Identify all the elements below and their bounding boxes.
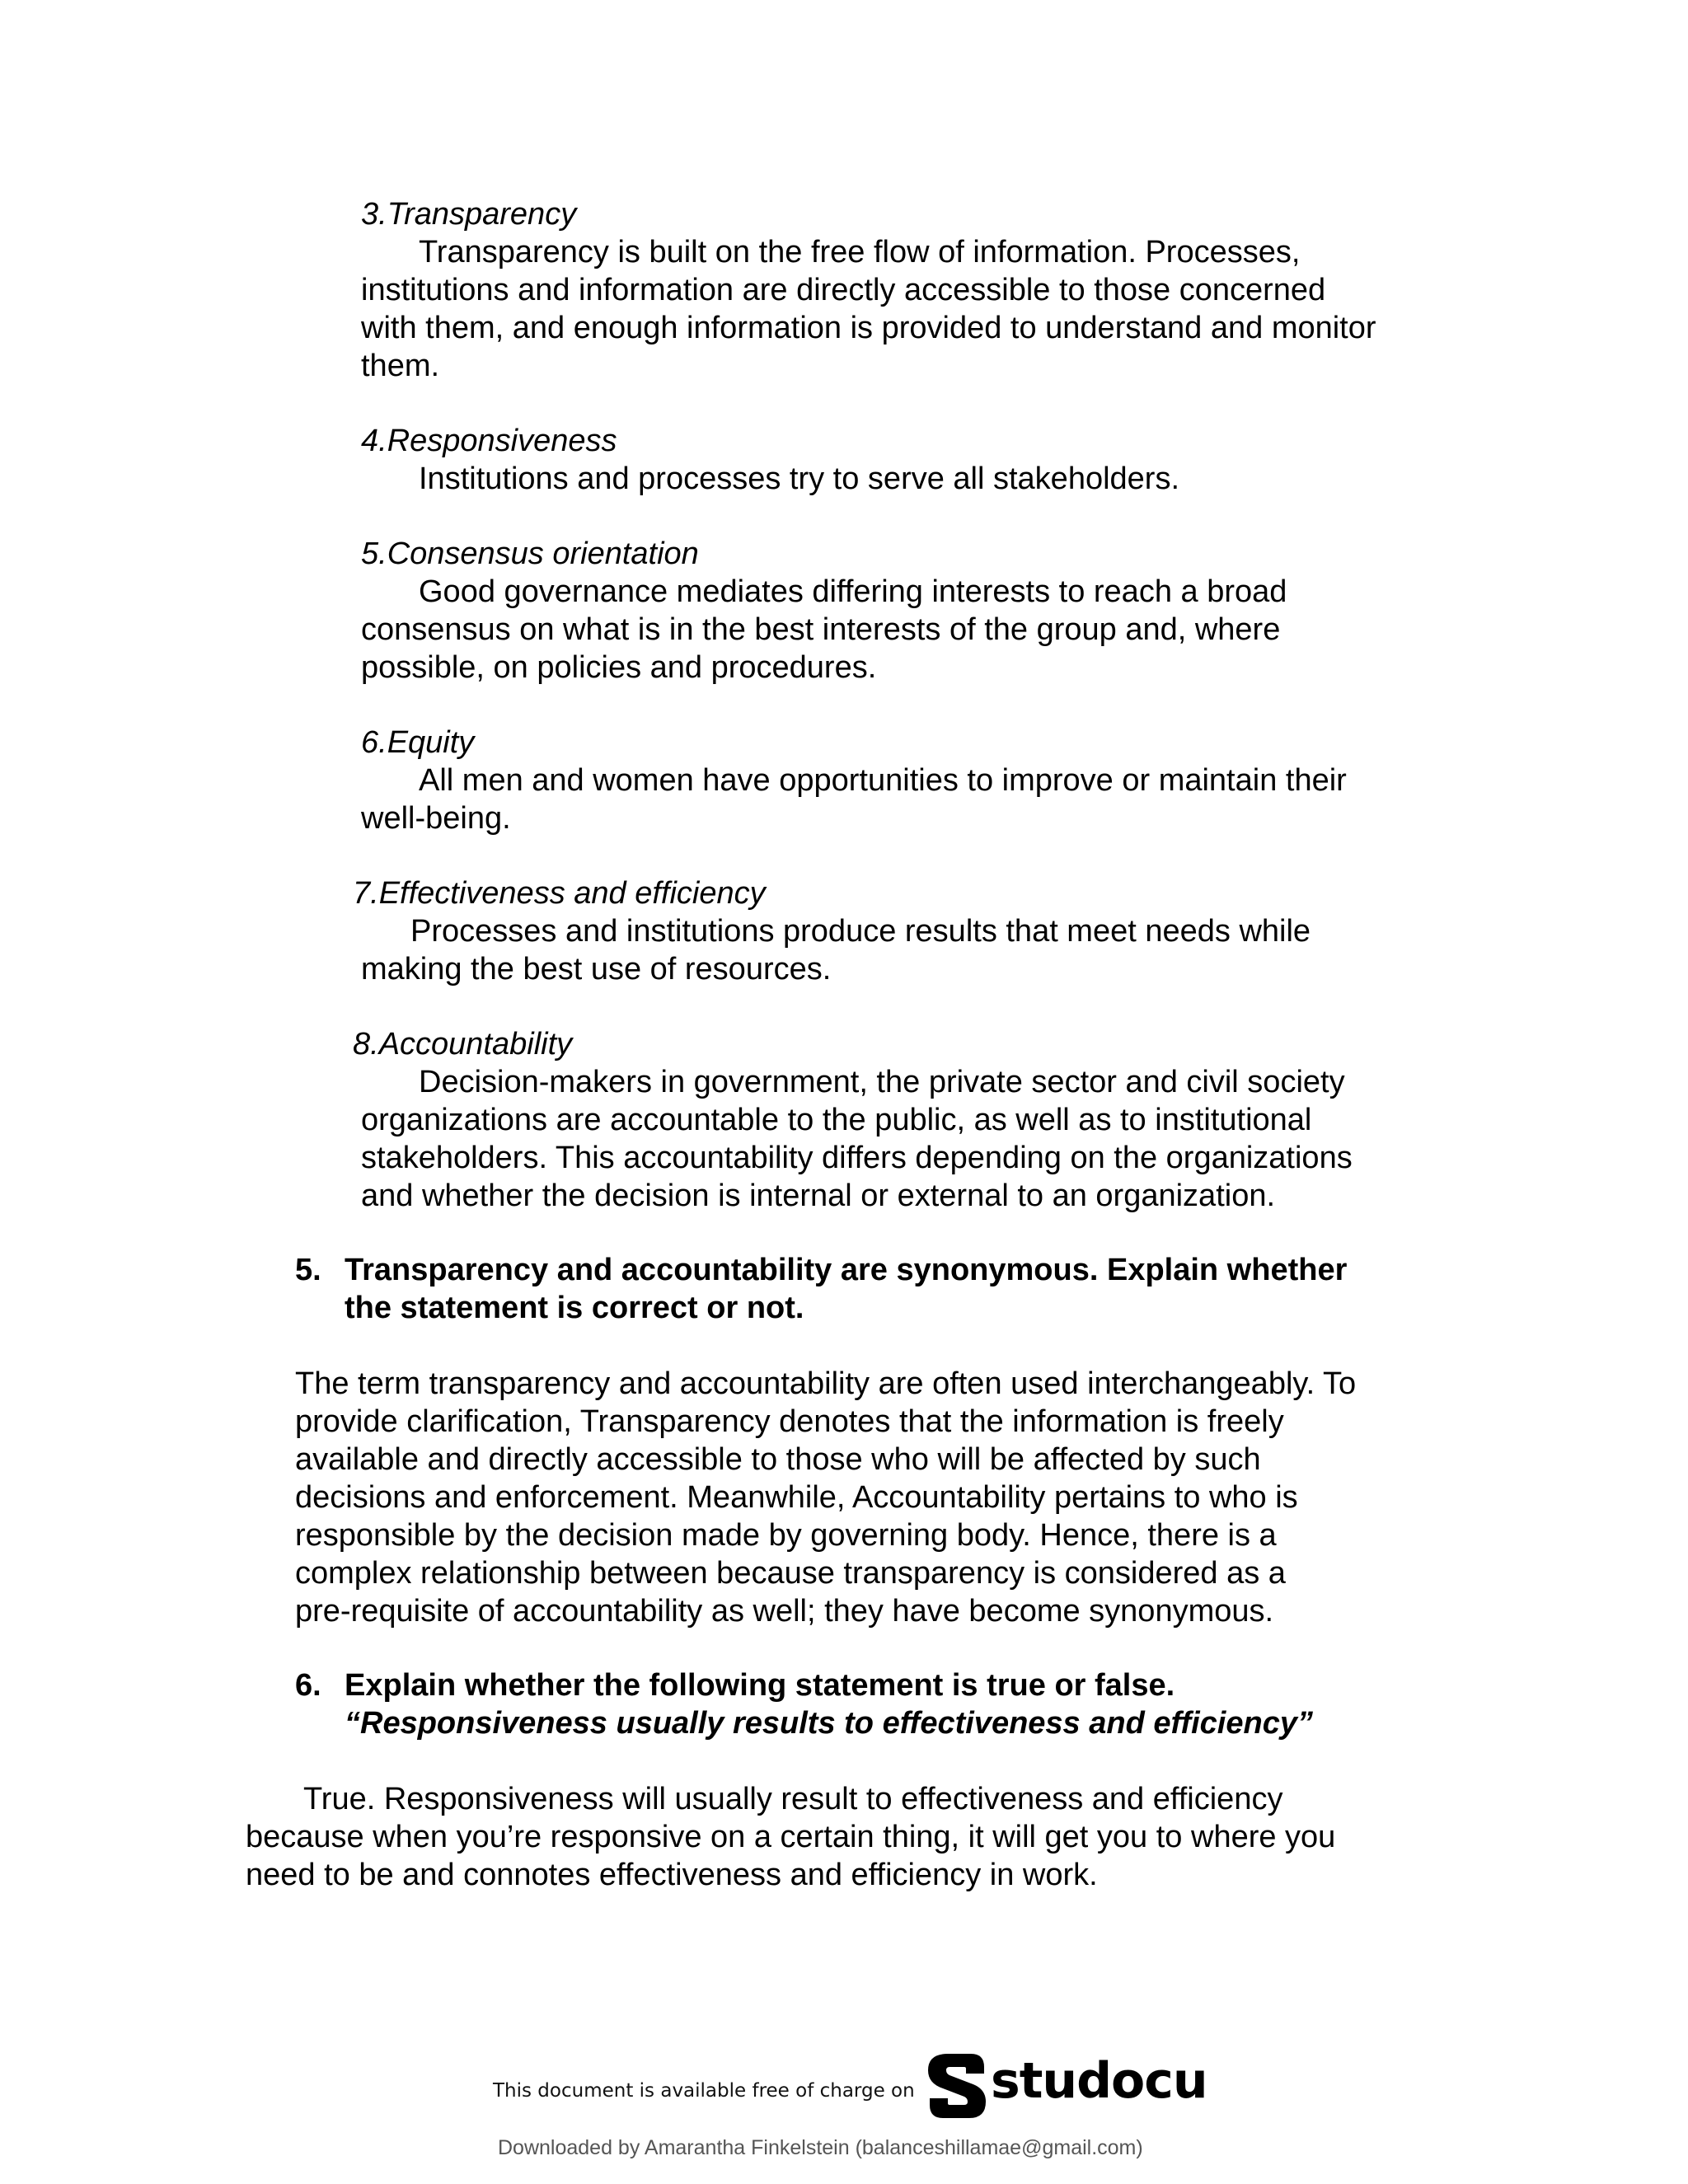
- principle-text-line: Decision-makers in government, the private sector and civil society: [419, 1065, 1345, 1099]
- answer-text-line: True. Responsiveness will usually result to effectiveness and efficiency: [303, 1782, 1283, 1816]
- answer-text-line: decisions and enforcement. Meanwhile, Accountability pertains to who is: [295, 1480, 1298, 1515]
- principle-text-line: consensus on what is in the best interests of the group and, where: [361, 612, 1281, 647]
- answer-text-line: responsible by the decision made by governing body. Hence, there is a: [295, 1518, 1277, 1553]
- principle-text-line: well-being.: [361, 801, 511, 836]
- principle-accountability: [353, 1025, 1353, 1215]
- principle-equity: [361, 724, 1347, 837]
- principle-responsiveness: [361, 422, 1179, 498]
- studocu-logo[interactable]: [923, 2050, 1207, 2125]
- principle-text-line: possible, on policies and procedures.: [361, 650, 877, 685]
- principle-transparency: [361, 195, 1376, 385]
- principle-text-line: making the best use of resources.: [361, 952, 832, 987]
- studocu-logo-icon: [923, 2050, 989, 2121]
- principle-text-line: Institutions and processes try to serve all stakeholders.: [419, 462, 1180, 496]
- answer-6: [246, 1780, 1335, 1894]
- question-text-line: Explain whether the following statement is true or false.: [345, 1668, 1175, 1703]
- principle-title: 4.Responsiveness: [361, 424, 617, 458]
- principle-text-line: with them, and enough information is provided to understand and monitor: [361, 311, 1376, 345]
- question-6: [295, 1666, 1449, 1742]
- question-text-line: the statement is correct or not.: [345, 1291, 804, 1325]
- footer-downloaded-by: Downloaded by Amarantha Finkelstein (balanceshillamae@gmail.com): [498, 2136, 1143, 2159]
- question-5: [295, 1251, 1449, 1327]
- question-number: 6.: [295, 1668, 321, 1703]
- principle-text-line: institutions and information are directly accessible to those concerned: [361, 273, 1326, 307]
- principle-title: 5.Consensus orientation: [361, 537, 699, 571]
- principle-text-line: All men and women have opportunities to improve or maintain their: [419, 763, 1347, 798]
- question-text-line: Transparency and accountability are synonymous. Explain whether: [345, 1253, 1348, 1287]
- principle-title: 6.Equity: [361, 725, 475, 760]
- question-quote: “Responsiveness usually results to effectiveness and efficiency”: [345, 1706, 1313, 1741]
- principle-effectiveness-efficiency: [353, 874, 1311, 988]
- footer-availability-text: This document is available free of charge on: [493, 2080, 915, 2102]
- principle-text-line: them.: [361, 349, 440, 383]
- principle-text-line: Transparency is built on the free flow of information. Processes,: [419, 235, 1301, 269]
- principle-text-line: organizations are accountable to the public, as well as to institutional: [361, 1103, 1312, 1137]
- answer-text-line: available and directly accessible to those who will be affected by such: [295, 1442, 1261, 1477]
- principle-text-line: Processes and institutions produce results that meet needs while: [410, 914, 1311, 949]
- answer-5: [295, 1365, 1356, 1630]
- principle-text-line: Good governance mediates differing interests to reach a broad: [419, 574, 1287, 609]
- principle-text-line: and whether the decision is internal or external to an organization.: [361, 1179, 1276, 1213]
- answer-text-line: need to be and connotes effectiveness and efficiency in work.: [246, 1858, 1098, 1892]
- principle-title: 3.Transparency: [361, 197, 577, 232]
- answer-text-line: provide clarification, Transparency denotes that the information is freely: [295, 1404, 1284, 1439]
- principle-title: 7.Effectiveness and efficiency: [353, 876, 766, 911]
- studocu-wordmark: studocu: [991, 2052, 1207, 2110]
- principle-consensus-orientation: [361, 535, 1287, 687]
- answer-text-line: pre-requisite of accountability as well; they have become synonymous.: [295, 1594, 1274, 1629]
- principle-title: 8.Accountability: [353, 1027, 573, 1062]
- principle-text-line: stakeholders. This accountability differs depending on the organizations: [361, 1141, 1353, 1175]
- answer-text-line: complex relationship between because transparency is considered as a: [295, 1556, 1286, 1591]
- answer-text-line: because when you’re responsive on a certain thing, it will get you to where you: [246, 1820, 1336, 1854]
- answer-text-line: The term transparency and accountability are often used interchangeably. To: [295, 1366, 1357, 1401]
- question-number: 5.: [295, 1253, 321, 1287]
